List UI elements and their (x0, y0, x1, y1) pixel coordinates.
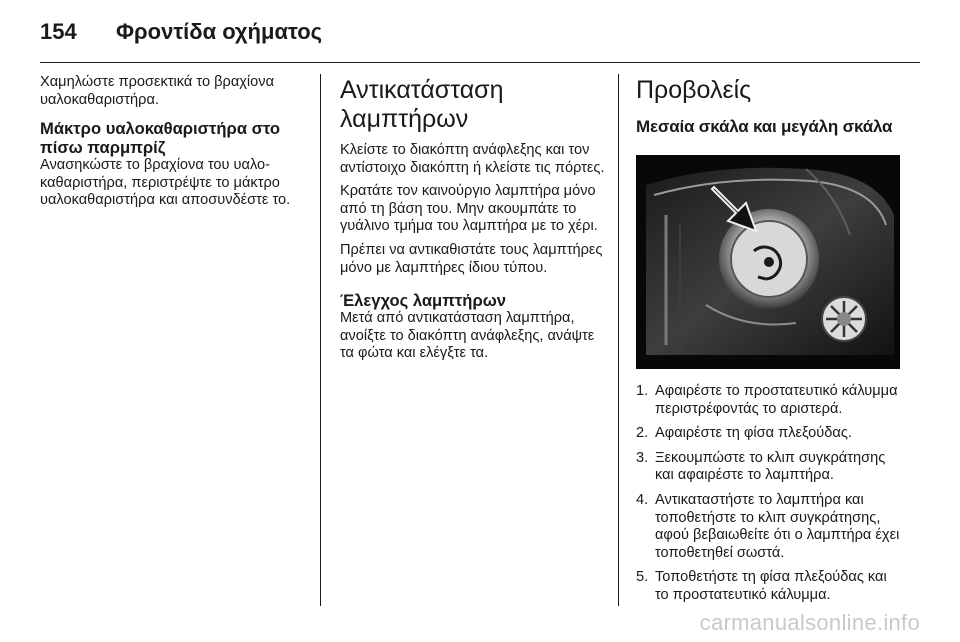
procedure-steps (636, 383, 902, 605)
column-divider-2 (618, 74, 619, 606)
paragraph-same-type: Πρέπει να αντικαθιστάτε τους λαμπτήρες μόνο με λαμπτήρες ίδιου τύπου. (340, 241, 603, 276)
page-header (40, 16, 322, 48)
list-item: 5. Τοποθετήστε τη φίσα πλεξούδας και το προστατευτικό κάλυμμα. (636, 569, 887, 603)
bulb-check-heading: Έλεγχος λαμπτήρων (340, 291, 506, 311)
low-high-beam-subheading: Μεσαία σκάλα και μεγάλη σκάλα (636, 117, 893, 136)
page-title: Φροντίδα οχήματος (116, 19, 323, 44)
headlights-heading: Προβολείς (636, 76, 752, 104)
header-divider (40, 62, 920, 63)
list-item: 2. Αφαιρέστε τη φίσα πλεξούδας. (636, 425, 852, 442)
paragraph-check: Μετά από αντικατάσταση λαμπτήρα, ανοίξτε το διακόπτη ανάφλεξης, ανάψτε τα φώτα και ελέγξτε τα. (340, 310, 595, 362)
list-item: 4. Αντικαταστήστε το λαμπτήρα και τοποθετήστε το κλιπ συγκράτησης, αφού βεβαιωθείτε ότι ο λαμπτήρα έχει τοποθετηθεί σωστά. (636, 491, 900, 561)
rear-wiper-paragraph: Ανασηκώστε το βραχίονα του υαλοκαθαριστήρα, περιστρέψτε το μάκτρο υαλοκαθαριστήρα και αποσυνδέστε το. (40, 157, 291, 209)
column-divider-1 (320, 74, 321, 606)
headlight-drawing (636, 155, 900, 369)
bulb-replacement-heading: Αντικατάσταση λαμπτήρων (340, 76, 504, 133)
paragraph-hold-bulb: Κρατάτε τον καινούργιο λαμπτήρα μόνο από τη βάση του. Μην ακουμπάτε το γυάλινο τμήμα του λαμπτήρα με το χέρι. (340, 183, 598, 235)
watermark: carmanualsonline.info (699, 610, 920, 635)
paragraph-ignition: Κλείστε το διακόπτη ανάφλεξης και τον αντίστοιχο διακόπτη ή κλείστε τις πόρτες. (340, 142, 605, 176)
intro-paragraph: Χαμηλώστε προσεκτικά το βραχίονα υαλοκαθαριστήρα. (40, 74, 275, 108)
page-number: 154 (40, 19, 77, 44)
list-item: 3. Ξεκουμπώστε το κλιπ συγκράτησης και αφαιρέστε το λαμπτήρα. (636, 449, 886, 484)
list-item: 1. Αφαιρέστε το προστατευτικό κάλυμμα περιστρέφοντάς το αριστερά. (636, 383, 898, 417)
rear-wiper-heading: Μάκτρο υαλοκαθαριστήρα στο πίσω παρμπρίζ (40, 119, 281, 158)
column-left (40, 74, 302, 216)
headlight-illustration (636, 155, 900, 369)
column-right (636, 74, 902, 612)
column-middle (340, 74, 608, 369)
